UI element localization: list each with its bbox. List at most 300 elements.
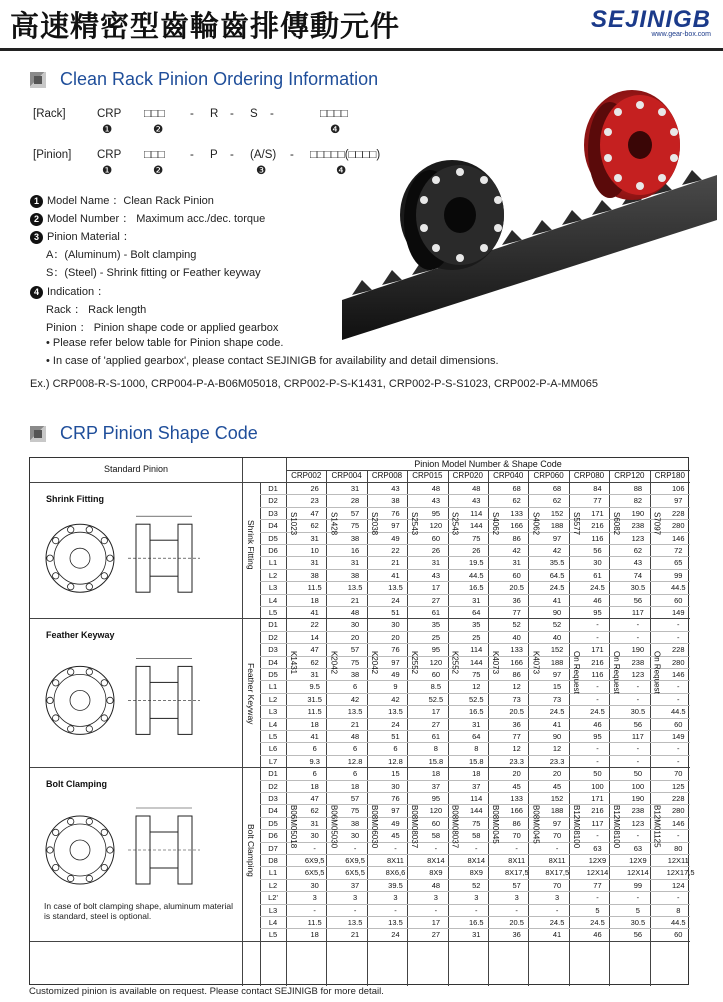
rack-label: [Rack] [33,108,66,120]
table-cell: 11.5 [307,918,322,927]
table-cell: 13.5 [347,583,363,593]
table-cell: 124 [672,880,685,890]
table-cell: 146 [672,670,685,679]
table-cell: 52 [512,620,521,630]
table-cell: 44.5 [468,570,484,580]
row-label: D3 [268,645,278,655]
item-text: • Please refer below table for Pinion shape code. [46,337,284,349]
table-cell: 30.5 [630,583,646,593]
table-cell: - [596,756,599,766]
table-cell: - [677,682,680,692]
item-text: Model Name ：Clean Rack Pinion [47,195,214,207]
group-side-label: Bolt Clamping [246,824,256,877]
table-cell: 31 [350,558,360,568]
table-cell: 42 [391,694,400,704]
table-cell: 20 [391,632,400,642]
table-cell: 37 [350,880,360,890]
row-label: D1 [268,769,278,779]
row-label: L7 [268,756,278,766]
table-cell: 31 [472,930,481,940]
table-cell: 38 [350,533,360,543]
table-cell: 9.3 [309,756,320,766]
row-label: D1 [268,620,278,630]
table-cell: 24 [391,930,400,940]
table-cell: 3 [352,893,358,903]
table-cell: 144 [470,657,483,667]
table-cell: 30 [310,831,319,841]
header-bottom [30,482,690,483]
table-cell: 97 [391,806,400,816]
table-cell: 25 [472,632,481,642]
table-cell: 51 [391,608,400,617]
table-cell: 24.5 [549,707,565,717]
table-cell: 20.5 [509,583,524,593]
ordering-section-title: Clean Rack Pinion Ordering Information [60,69,379,89]
table-cell: 70 [552,831,562,841]
table-cell: 117 [591,818,604,828]
table-cell: 84 [593,484,602,493]
table-cell: 90 [552,732,562,741]
table-cell: 12 [512,744,521,754]
table-cell: 15 [552,682,562,692]
rack-code2: □□□ [144,108,165,120]
row-line [260,804,690,805]
table-cell: 49 [391,533,400,543]
table-cell: 60 [431,818,441,828]
group-divider [30,767,690,768]
table-cell: 30.5 [630,918,646,927]
table-cell: 100 [631,781,645,791]
shape-code: S4062 [491,512,500,536]
table-cell: 5 [595,905,600,915]
row-line [260,507,690,508]
pinion-dash2: - [230,149,234,161]
table-cell: 73 [512,694,521,704]
col-divider [528,470,529,986]
table-cell: 95 [431,794,441,803]
table-cell: 31 [310,558,319,568]
table-cell: 12X14 [586,868,609,878]
col-divider-rows [286,458,287,986]
table-cell: 16.5 [468,918,484,927]
row-label: L1 [268,868,278,878]
table-cell: 47 [310,645,319,655]
table-cell: 20 [350,632,360,642]
table-cell: - [677,694,680,704]
row-label: D8 [268,856,278,865]
table-cell: 9.5 [309,682,320,692]
group-name: Feather Keyway [46,630,115,641]
model-header: CRP080 [573,471,605,480]
row-label: L2 [268,694,278,704]
table-cell: 6 [352,682,358,692]
table-cell: 3 [312,893,317,903]
shape-code: S5577 [571,512,581,536]
table-cell: 50 [593,769,602,779]
table-cell: 41 [552,595,562,605]
marker-2b: ❷ [153,165,164,177]
table-cell: 120 [429,521,443,531]
table-cell: 24.5 [590,583,605,593]
table-cell: 31 [310,670,319,679]
table-cell: - [596,620,599,630]
table-cell: 24.5 [590,918,605,927]
shape-code: S2038 [369,512,379,536]
table-cell: - [313,905,316,915]
table-cell: 68 [512,484,521,493]
shape-code: K4073 [491,651,500,675]
table-cell: 97 [391,521,400,531]
col-divider [326,470,327,986]
row-line [260,730,690,731]
table-cell: 123 [631,533,645,543]
table-cell: 45 [512,781,521,791]
table-cell: 57 [512,880,521,890]
pinion-code2: □□□ [144,149,165,161]
row-label: L2 [268,570,278,580]
row-label: L3 [268,905,278,915]
table-cell: 13.5 [347,918,363,927]
table-cell: 48 [431,880,441,890]
shape-code: B12M08100 [612,805,622,849]
table-cell: 75 [472,533,481,543]
table-cell: 171 [591,794,604,803]
row-line [260,904,690,905]
pinion-dash3: - [290,149,294,161]
shape-code: K1431 [289,651,298,675]
table-cell: 216 [591,657,604,667]
table-cell: 117 [631,608,644,617]
table-cell: - [434,843,438,853]
shape-code: B08M06030 [369,805,379,849]
row-label: L5 [268,732,278,741]
table-cell: 60 [512,570,521,580]
table-cell: 8X14 [427,856,445,865]
table-cell: 18 [431,769,441,779]
table-cell: 20 [552,769,562,779]
table-cell: 37 [431,781,441,791]
row-label: L3 [268,707,278,717]
table-cell: 120 [429,806,443,816]
table-cell: 18 [472,769,481,779]
table-cell: - [313,843,316,853]
table-cell: 22 [310,620,319,630]
item-number-badge: 2 [30,213,43,226]
table-cell: 238 [631,806,645,816]
table-cell: 12.8 [388,756,403,766]
table-cell: 11.5 [307,583,322,593]
table-cell: - [596,744,599,754]
table-cell: 8 [676,905,681,915]
table-cell: 190 [631,645,645,655]
table-cell: 88 [633,484,643,493]
table-cell: 97 [391,657,400,667]
item-text: Rack ： Rack length [46,304,147,316]
table-cell: 64.5 [549,570,565,580]
table-cell: - [394,843,397,853]
table-cell: 13.5 [388,583,403,593]
table-cell: 25 [431,632,441,642]
table-cell: 5 [635,905,640,915]
table-cell: 76 [391,508,400,518]
model-header: CRP040 [493,471,524,480]
table-cell: 31 [310,533,319,543]
table-cell: 23 [310,496,319,506]
model-header: CRP004 [331,471,362,480]
ordering-item [30,192,214,208]
row-line [260,494,690,495]
row-line [260,866,690,867]
ordering-item [46,246,196,262]
table-cell: 76 [391,794,400,803]
table-cell: 40 [512,632,521,642]
table-cell: 15 [391,769,400,779]
table-cell: 42 [512,546,521,555]
shape-code: S2543 [450,512,460,536]
row-label: D5 [268,818,278,828]
rack-dash3: - [270,108,274,120]
table-cell: 6X5,5 [304,868,325,878]
table-cell: 41 [552,930,562,940]
marker-1b: ❶ [102,165,113,177]
table-cell: 24.5 [590,707,605,717]
row-line [260,879,690,880]
table-cell: 30 [350,620,360,630]
table-cell: 228 [672,645,685,655]
table-cell: 56 [633,930,643,940]
rack-dash2: - [230,108,234,120]
table-cell: 48 [472,484,481,493]
row-line [260,532,690,533]
table-cell: 8X11 [508,856,526,865]
table-cell: 48 [350,732,360,741]
pinion-drawing [38,510,228,606]
table-cell: 100 [591,781,604,791]
table-cell: 95 [593,608,602,617]
table-cell: 95 [431,645,441,655]
table-cell: 65 [674,558,683,568]
table-cell: 48 [350,608,360,617]
table-cell: 95 [431,508,441,518]
table-cell: 49 [391,818,400,828]
table-cell: 70 [512,831,521,841]
row-label: L6 [268,744,278,754]
table-cell: 77 [512,608,521,617]
table-cell: 106 [672,484,685,493]
row-line [260,631,690,632]
row-label: L5 [268,608,278,617]
table-cell: 12.8 [347,756,363,766]
table-cell: 20.5 [509,707,524,717]
table-cell: - [596,893,599,903]
table-cell: 125 [672,781,685,791]
group-name: Shrink Fitting [46,494,104,504]
rack-pinion-illustration [342,90,717,340]
table-cell: 30.5 [630,707,646,717]
col-divider [448,470,449,986]
row-label: D2 [268,781,278,791]
table-cell: 146 [672,818,685,828]
table-cell: 216 [591,806,604,816]
table-cell: 24.5 [549,918,565,927]
marker-4: ❹ [330,124,341,136]
table-cell: 16.5 [468,583,484,593]
table-cell: 73 [552,694,562,704]
table-cell: 35.5 [549,558,565,568]
table-cell: 13.5 [388,918,403,927]
marker-3: ❸ [256,165,267,177]
model-header: CRP015 [412,471,443,480]
table-cell: 21 [350,930,360,940]
table-cell: 60 [431,670,441,679]
table-cell: - [515,843,518,853]
table-cell: 188 [550,806,564,816]
pinion-shape-table [29,457,695,985]
table-cell: 8X17,5 [545,868,570,878]
table-cell: 14 [310,632,319,642]
row-line [260,519,690,520]
ordering-item [46,301,146,317]
pinion-label: [Pinion] [33,149,72,161]
shape-code: B12M01125 [652,805,662,848]
table-cell: 77 [512,732,521,741]
table-cell: 30 [350,831,360,841]
table-cell: - [394,905,397,915]
table-cell: 31 [472,719,481,729]
table-cell: 114 [470,508,483,518]
table-cell: 52.5 [468,694,484,704]
table-cell: 52.5 [428,694,444,704]
table-cell: 171 [591,508,604,518]
row-label: D4 [268,657,278,667]
col-divider-left [242,458,243,986]
section-icon [30,72,46,88]
item-number-badge: 3 [30,231,43,244]
table-cell: 97 [674,496,683,506]
table-cell: 57 [350,645,360,655]
table-cell: 23.3 [509,756,524,766]
shape-code: K2042 [329,651,339,675]
rack-dash1: - [190,108,194,120]
row-line [260,569,690,570]
table-cell: 38 [391,496,400,506]
table-cell: 56 [633,595,643,605]
table-cell: 43 [472,496,481,506]
table-cell: 62 [512,496,521,506]
shape-code: On Request [612,651,622,694]
table-cell: 11.5 [307,707,322,717]
table-cell: 48 [431,484,441,493]
row-label: L3 [268,583,278,593]
table-cell: 3 [514,893,519,903]
table-cell: 70 [552,880,562,890]
table-cell: 280 [672,521,685,531]
model-header: CRP120 [614,471,645,480]
row-line [260,705,690,706]
table-cell: 44.5 [670,918,686,927]
table-cell: 6 [393,744,398,754]
row-line [260,792,690,793]
row-line [260,544,690,545]
table-cell: 8X9 [429,868,443,878]
footer-note: Customized pinion is available on request. Please contact SEJINIGB for more detail. [29,986,384,997]
table-cell: 60 [431,533,441,543]
table-cell: 63 [633,843,643,853]
table-cell: 80 [674,843,683,853]
table-cell: 8 [474,744,479,754]
shape-section-header [30,423,258,444]
group-side-label: Shrink Fitting [246,520,256,570]
table-cell: 27 [431,719,441,729]
table-cell: 38 [350,818,360,828]
table-cell: 56 [633,719,643,729]
brand-logo [561,7,711,38]
model-header: CRP020 [452,471,483,480]
row-line [260,693,690,694]
item-text: • In case of 'applied gearbox', please contact SEJINIGB for availability and detail dimensions. [46,355,499,367]
table-cell: 17 [431,583,441,593]
table-cell: - [555,843,559,853]
page-header [0,0,723,48]
shape-code: B08M08037 [450,805,460,849]
table-cell: 56 [593,546,602,555]
table-cell: 123 [631,670,645,679]
table-cell: 18 [310,930,319,940]
order-example: Ex.) CRP008-R-S-1000, CRP004-P-A-B06M05018, CRP002-P-S-K1431, CRP002-P-S-S1023, CRP002-P-A-MM065 [30,378,598,390]
table-cell: 123 [631,818,645,828]
group-divider [30,941,690,942]
row-label: D2 [268,496,278,506]
table-cell: 46 [593,719,602,729]
row-label: L4 [268,918,278,927]
item-text: Pinion ： Pinion shape code or applied gearbox [46,322,279,334]
table-cell: 39.5 [388,880,403,890]
table-cell: 62 [310,657,319,667]
ordering-item [46,319,278,335]
ordering-item [46,355,499,367]
table-cell: 28 [350,496,360,506]
table-cell: 238 [631,521,645,531]
table-cell: 152 [550,508,564,518]
table-cell: 30 [391,781,400,791]
row-line [260,928,690,929]
table-cell: 43 [391,484,400,493]
table-cell: 280 [672,657,685,667]
shape-code: S1023 [289,512,298,536]
pinion-drawing [38,646,228,755]
row-label: D3 [268,508,278,518]
table-cell: 114 [470,645,483,655]
ordering-item [30,283,108,299]
table-cell: 95 [593,732,602,741]
shape-code: B08M0045 [531,805,541,845]
table-cell: 36 [512,595,521,605]
table-cell: - [636,632,640,642]
table-cell: 133 [510,645,523,655]
table-cell: - [434,905,438,915]
table-cell: 3 [433,893,438,903]
table-cell: 52 [472,880,481,890]
model-header: CRP180 [654,471,685,480]
table-cell: 60 [674,719,683,729]
table-cell: 23.3 [549,756,565,766]
group-divider [30,618,690,619]
logo-text: SEJINIGB [590,6,711,33]
table-cell: 76 [391,645,400,655]
table-cell: 97 [552,670,562,679]
table-cell: 8.5 [430,682,442,692]
row-line [260,916,690,917]
